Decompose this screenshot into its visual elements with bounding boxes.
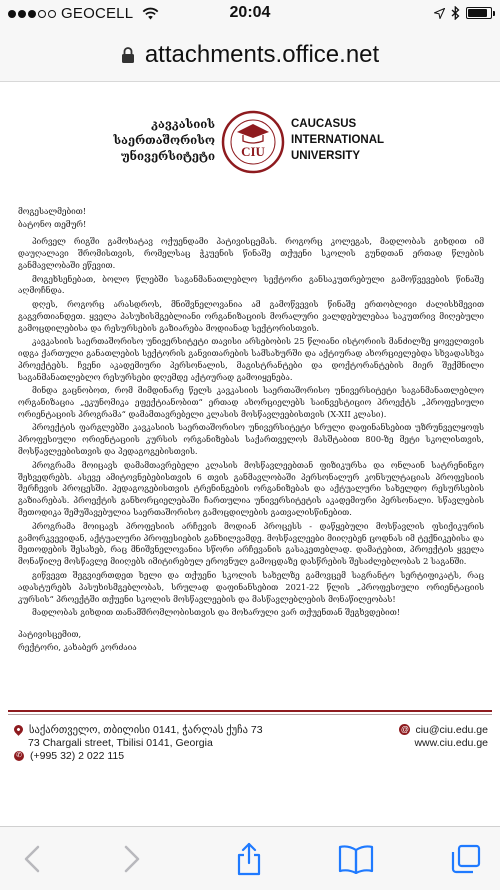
footer-contact [399, 723, 488, 749]
letter-body [18, 206, 484, 656]
bookmarks-button[interactable] [336, 841, 376, 877]
status-bar [0, 0, 500, 28]
greeting-addressee: ბატონო თემურ! [18, 219, 87, 230]
url-field[interactable] [10, 34, 490, 76]
address-ka: საქართველო, თბილისი 0141, ჭარლას ქუჩა 73 [29, 723, 263, 736]
phone-number[interactable]: (+995 32) 2 022 115 [30, 749, 125, 762]
chevron-right-icon [124, 845, 140, 873]
url-text: attachments.office.net [144, 41, 380, 68]
tabs-button[interactable] [446, 841, 486, 877]
footer-divider [8, 710, 492, 712]
share-button[interactable] [229, 841, 269, 877]
phone-icon: ✆ [14, 751, 24, 761]
battery-icon [466, 7, 492, 19]
letter-paragraph: პირველ რიგში გამოხატავ ოქუენდამი პატივისცემას. როგორც კოლეგას, მადლობას გიხდით იმ დაუღალავი შრომისთვის, რომელსაც ჭკუენის წინაშე თქუენი სკოლის გუნდთან ერთად წლების განმავლობაში ეწევით. [18, 236, 484, 271]
footer-address [14, 723, 263, 762]
carrier-name: GEOCELL [61, 5, 134, 22]
book-icon [338, 844, 374, 874]
chevron-left-icon [24, 845, 40, 873]
university-letterhead [105, 110, 405, 180]
lock-icon [121, 46, 135, 64]
letter-paragraph: პროექტის ფარგლებში კავკასიის საერთაშორისო უნივერსიტეტი სრული დაფინანსებით უზრუნველყოფს პროფესიული ორიენტაციის კურსის ორგანიზებას საქართველოს მასშტაბით 800-ზე მეტი სკოლისთვის, მოსწავლეებისთვის და პედაგოგებისთვის. [18, 422, 484, 457]
letter-paragraph: დღეს, როგორც არასდროს, მნიშვნელოვანია ამ გამოწვევის წინაშე ერთობლივი ძალისხმევით გაგვრთიანდეთ. ყველა პასუხისმგებლიანი ორგანიზაციის მორალური ვალდებულებაა საკუთრივ მიღებული გამოცდილებისა და რესურსების გაზიარება მოდიანად სექტორისთვის. [18, 298, 484, 333]
email-icon: @ [400, 725, 410, 734]
share-icon [236, 842, 262, 876]
forward-button[interactable] [112, 841, 152, 877]
letter-paragraph: გიწვევთ შეგვიერთდეთ ხელი და თქუენი სკოლის სახელზე გამოვცემ საგრანტო სერტიფიკატს, რაც ადასტურებს პასუხისმგებლობას, სრულად დაფინანსებით 2021-22 წლის „პროფესიული ორიენტაციის კურსის“ პროექტში თქუენი სკოლის მოსწავლეების და მასწავლებლების მონაწილეობას! [18, 569, 484, 604]
location-arrow-icon [434, 8, 445, 19]
document-viewer[interactable] [0, 82, 500, 826]
university-seal-logo [221, 110, 285, 174]
email-link[interactable]: ciu@ciu.edu.ge [415, 723, 488, 736]
greeting-line: მოგესალმებით! [18, 206, 87, 216]
browser-toolbar [0, 826, 500, 890]
location-pin-icon [12, 723, 25, 736]
address-bar [0, 28, 500, 82]
bluetooth-icon [451, 6, 460, 20]
tabs-icon [451, 844, 481, 874]
letter-closing: პატივისცემით, [18, 628, 82, 639]
svg-text:CIU: CIU [241, 144, 265, 159]
letter-paragraph: კავკასიის საერთაშორისო უნივერსიტეტი თავისი არსებობის 25 წლიანი ისტორიის მანძილზე ყოველთვის იდგა ქართული განათლების სექტორის განვითარების სამსახურში და აქტიურად ახორციელებდა სხვადასხვა პროექტებს. ჩვენი აკადემიური პერსონალის, მაგისტრანტები და დოქტორანტების მიერ შექმნილი საგანმანათლებლო რესურსები დღემდე აქტიურად გამოიყენება. [18, 336, 484, 382]
letter-paragraph: მინდა გაცნობოთ, რომ მიმდინარე წელს კავკასიის საერთაშორისო უნივერსიტეტი საგანმანათლებლო ორგანიზაცია „ეკუნომიკა ეფექტიანობით“ ერთად ახორციელებს საინვესტიციო პროექტს „პროფესიული ორიენტაციის პროგრამა“ დამამთავრებელი კლასის მოსწავლეებისთვის (X-XII კლასი). [18, 385, 484, 419]
letter-paragraph: პროგრამა მოიცავს დამამთავრებელი კლასის მოსწავლეებთან ფიზიკურსა და ონლაინ სატრენინგო შეხვედრებს. ასევე ამიტოვნებებისთვის 6 თვის განმავლობაში პერსონალურ კონსულტაციას პროფესიის შერჩევის პროცესში. პედაგოგებისთვის ტრენინგების ორგანიზებას და აქტუალური სახელდო რესურსების გაზიარებას. პროექტის განხორციელებაში ჩართულია უნივერსიტეტის აკადემიური პერსონალი. სწავლების მეთოდიკა შემუშავებულია საერთაშორისო გამოცდილების გათვალისწინებით. [18, 459, 484, 518]
letter-signature: რექტორი, კახაბერ კორძაია [18, 642, 137, 653]
letterhead-footer [8, 710, 492, 771]
website-link[interactable]: www.ciu.edu.ge [414, 736, 488, 749]
university-name-ka: კავკასიის საერთაშორისო უნივერსიტეტი [113, 117, 215, 163]
back-button[interactable] [12, 841, 52, 877]
letter-paragraph: მადლობას გიხდით თანამშრომლობისთვის და მოხარული ვარ თქუენთან შეგხვდებით! [32, 607, 401, 617]
letter-paragraph: პროგრამა მოიცავს პროფესიის არჩევის მოდიან პროცესს - დაწყებული მოსწავლის ფსიქიკურის გამორკვევიდან, აქტუალური პროფესიების განხილვამდე. მოსწავლეები მიიღებენ ცოდნას იმ ტექნიკებისა და მეთოდების შესახებ, რაც მნიშვნელოვანია სწორი არჩევანის გასაკეთებლად. დამატებით, პროექტის ყველა მონაწილე მოსწავლე მიიღებს იმიტირებულ ეროვნულ გამოცდაზე დასწრების შესაძლებლობას 2 საგანში. [18, 520, 484, 567]
university-name-en: CAUCASUS INTERNATIONAL UNIVERSITY [291, 118, 385, 162]
letter-paragraph: მოგეხსენებათ, ბოლო წლებში საგანმანათლებლო სექტორი განსაკუთრებული გამოწვევების წინაშე აღმოჩნდა. [18, 273, 484, 296]
status-time: 20:04 [229, 4, 271, 21]
address-en: 73 Chargali street, Tbilisi 0141, Georgia [28, 736, 213, 749]
